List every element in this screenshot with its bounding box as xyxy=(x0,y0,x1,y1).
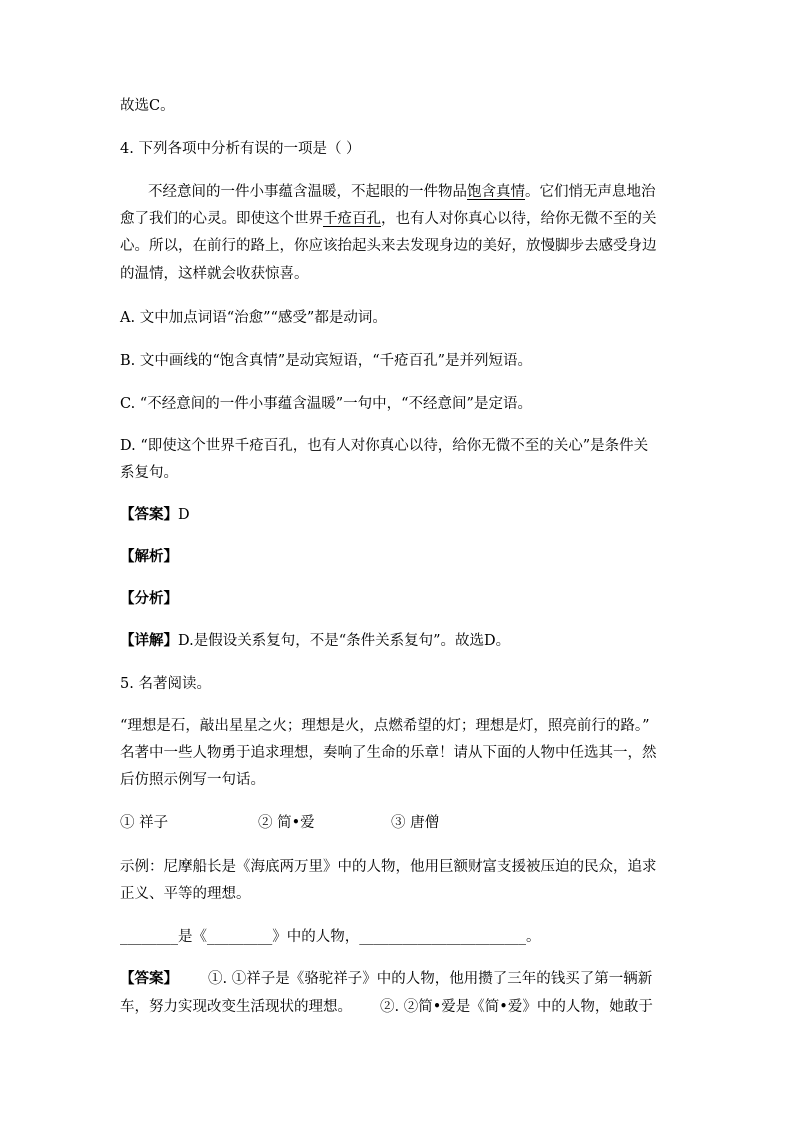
q5-prompt-line-3: 后仿照示例写一句话。 xyxy=(120,772,265,788)
passage-text: 愈了我们的心灵。即使这个世界 xyxy=(120,211,323,227)
q5-example-line-1: 示例：尼摩船长是《海底两万里》中的人物，他用巨额财富支援被压迫的民众，追求 xyxy=(120,859,657,875)
q4-passage-line-1 xyxy=(148,182,656,202)
q5-example-line-2: 正义、平等的理想。 xyxy=(120,886,251,902)
q3-conclusion: 故选C。 xyxy=(120,98,175,114)
passage-text: ，也有人对你真心以待，给你无微不至的关 xyxy=(381,211,657,227)
answer-label: 【答案】 xyxy=(120,506,178,523)
q5-title: 5. 名著阅读。 xyxy=(120,676,211,692)
passage-text: 。它们悄无声息地治 xyxy=(525,184,656,200)
blank-3: _______________________ xyxy=(359,929,526,945)
q4-passage-line-3: 心。所以，在前行的路上，你应该抬起头来去发现身边的美好，放慢脚步去感受身边 xyxy=(120,238,657,254)
blank-text: 。 xyxy=(526,929,541,945)
q5-choice-2: ② 简•爱 xyxy=(258,815,315,831)
answer-text: 车，努力实现改变生活现状的理想。 xyxy=(120,999,352,1015)
q4-title: 4. 下列各项中分析有误的一项是（ ） xyxy=(120,141,361,157)
q5-fill-in-sentence xyxy=(120,927,541,947)
blank-text: 是《 xyxy=(178,929,207,945)
q4-option-a: A. 文中加点词语“治愈”“感受”都是动词。 xyxy=(120,310,387,326)
detail-text: D.是假设关系复句，不是“条件关系复句”。故选D。 xyxy=(178,633,511,649)
q4-fenxi-label: 【分析】 xyxy=(120,590,178,607)
passage-text: 不经意间的一件小事蕴含温暖，不起眼的一件物品 xyxy=(148,184,467,200)
q4-option-c: C. “不经意间的一件小事蕴含温暖”一句中，“不经意间”是定语。 xyxy=(120,396,532,412)
q5-prompt-line-2: 名著中一些人物勇于追求理想，奏响了生命的乐章！请从下面的人物中任选其一，然 xyxy=(120,745,657,761)
blank-1: ________ xyxy=(120,929,178,945)
detail-label: 【详解】 xyxy=(120,632,178,649)
q4-option-b: B. 文中画线的“饱含真情”是动宾短语，“千疮百孔”是并列短语。 xyxy=(120,353,533,369)
q4-passage-line-4: 的温情，这样就会收获惊喜。 xyxy=(120,266,309,282)
blank-text: 》中的人物， xyxy=(272,929,360,945)
q5-answer-line-2 xyxy=(120,997,653,1017)
q4-jiexi-label: 【解析】 xyxy=(120,548,178,565)
answer-text: ①. ①祥子是《骆驼祥子》中的人物，他用攒了三年的钱买了第一辆新 xyxy=(208,971,653,987)
q5-answer-line-1 xyxy=(120,969,652,989)
q5-prompt-line-1: “理想是石，敲出星星之火；理想是火，点燃希望的灯；理想是灯，照亮前行的路。” xyxy=(120,718,650,734)
q4-detail xyxy=(120,631,510,651)
q4-passage-line-2 xyxy=(120,209,657,229)
q4-option-d-line-2: 系复句。 xyxy=(120,465,178,481)
underlined-phrase-baohanzhenqing: 饱含真情 xyxy=(467,184,525,200)
answer-label: 【答案】 xyxy=(120,970,178,987)
underlined-phrase-qianchuangbaikong: 千疮百孔 xyxy=(323,211,381,227)
q4-option-d-line-1: D. “即使这个世界千疮百孔，也有人对你真心以待，给你无微不至的关心”是条件关 xyxy=(120,438,649,454)
blank-2: _________ xyxy=(207,929,273,945)
q4-answer xyxy=(120,505,190,525)
q5-choice-1: ① 祥子 xyxy=(120,815,169,831)
answer-text: ②. ②简•爱是《简•爱》中的人物，她敢于 xyxy=(380,999,653,1015)
q5-choice-3: ③ 唐僧 xyxy=(391,815,440,831)
answer-value: D xyxy=(178,507,190,523)
